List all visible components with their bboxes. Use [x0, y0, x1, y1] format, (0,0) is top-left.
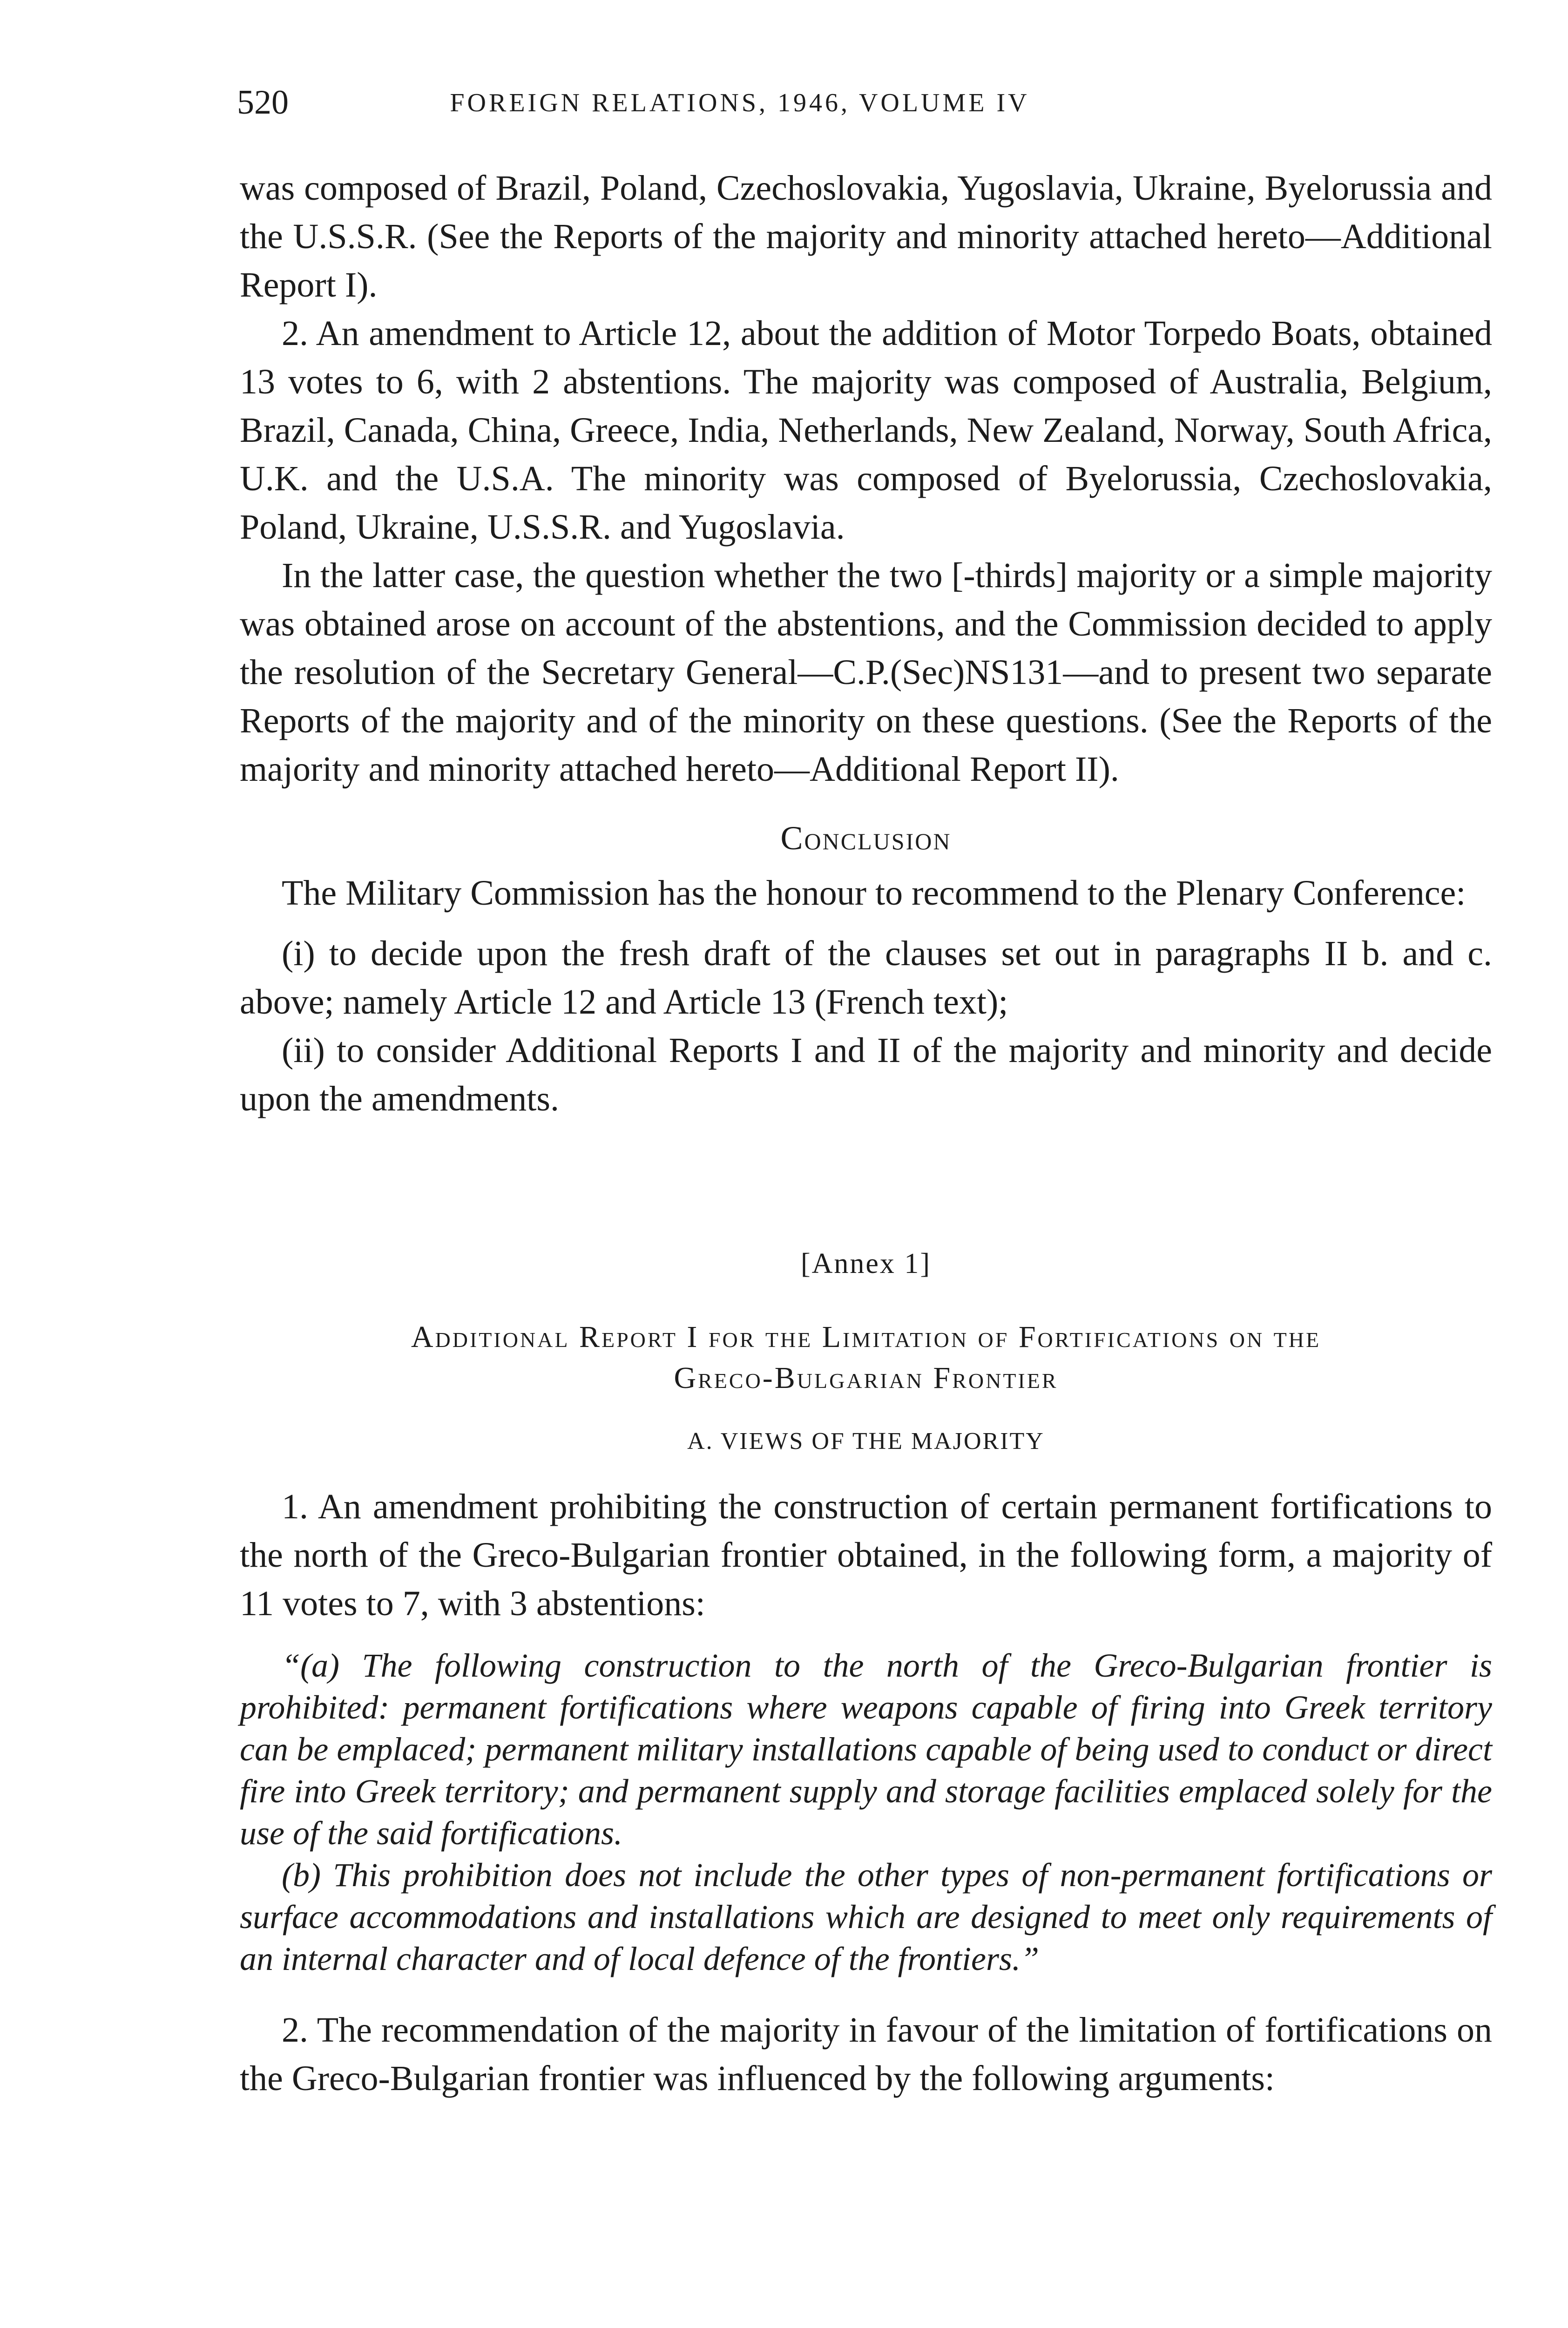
recommendation-i: (i) to decide upon the fresh draft of the clauses set out in paragraphs II b. and c. above; namely Article 12 and Article 13 (French text); [240, 934, 1492, 1022]
annex-title [240, 1317, 1492, 1399]
views-of-majority-heading: A. VIEWS OF THE MAJORITY [687, 1428, 1045, 1455]
annex-title-line-2: Greco-Bulgarian Frontier [674, 1361, 1058, 1395]
page-number: 520 [237, 83, 289, 122]
paragraph-latter-case: In the latter case, the question whether the two [-thirds] majority or a simple majority was obtained arose on account of the abstentions, and the Commission decided to apply the resolution of the Secretary General—C.P.(Sec)NS131—and to present two separate Reports of the majority and of the minority on these questions. (See the Reports of the majority and minority attached hereto—Additional Report II). [240, 556, 1492, 789]
page-body [240, 164, 1492, 2103]
conclusion-heading: Conclusion [780, 819, 952, 857]
paragraph-amendment-article-12: 2. An amendment to Article 12, about the addition of Motor Torpedo Boats, obtained 13 votes to 6, with 2 abstentions. The majority was composed of Australia, Belgium, Brazil, Canada, China, Greece, India, Netherlands, New Zealand, Norway, South Africa, U.K. and the U.S.A. The minority was composed of Byelorussia, Czechoslovakia, Poland, Ukraine, U.S.S.R. and Yugoslavia. [240, 314, 1492, 547]
running-title: FOREIGN RELATIONS, 1946, VOLUME IV [450, 88, 1030, 117]
annex-label: [Annex 1] [800, 1248, 932, 1279]
recommendation-ii: (ii) to consider Additional Reports I and II of the majority and minority and decide upon the amendments. [240, 1031, 1492, 1118]
paragraph-recommendation-majority: 2. The recommendation of the majority in favour of the limitation of fortifications on the Greco-Bulgarian frontier was influenced by the following arguments: [240, 2010, 1492, 2098]
quoted-clause-a: “(a) The following construction to the north of the Greco-Bulgarian frontier is prohibited: permanent fortifications where weapons capable of firing into Greek territory can be emplaced; permanent military installations capable of being used to conduct or direct fire into Greek territory; and permanent supply and storage facilities emplaced solely for the use of the said fortifications. [240, 1647, 1492, 1852]
paragraph-conclusion: The Military Commission has the honour to recommend to the Plenary Conference: [282, 873, 1466, 913]
running-header [237, 84, 1243, 121]
paragraph-majority-composition: was composed of Brazil, Poland, Czechoslovakia, Yugoslavia, Ukraine, Byelorussia and the U.S.S.R. (See the Reports of the majority and minority attached hereto—Additional Report I). [240, 169, 1492, 305]
annex-title-line-1: Additional Report I for the Limitation of Fortifications on the [411, 1320, 1321, 1354]
quoted-clause-b: (b) This prohibition does not include the other types of non-permanent fortifications or surface accommodations and installations which are designed to meet only requirements of an internal character and of local defence of the frontiers.” [240, 1856, 1492, 1977]
paragraph-amendment-prohibiting: 1. An amendment prohibiting the construction of certain permanent fortifications to the north of the Greco-Bulgarian frontier obtained, in the following form, a majority of 11 votes to 7, with 3 abstentions: [240, 1487, 1492, 1623]
